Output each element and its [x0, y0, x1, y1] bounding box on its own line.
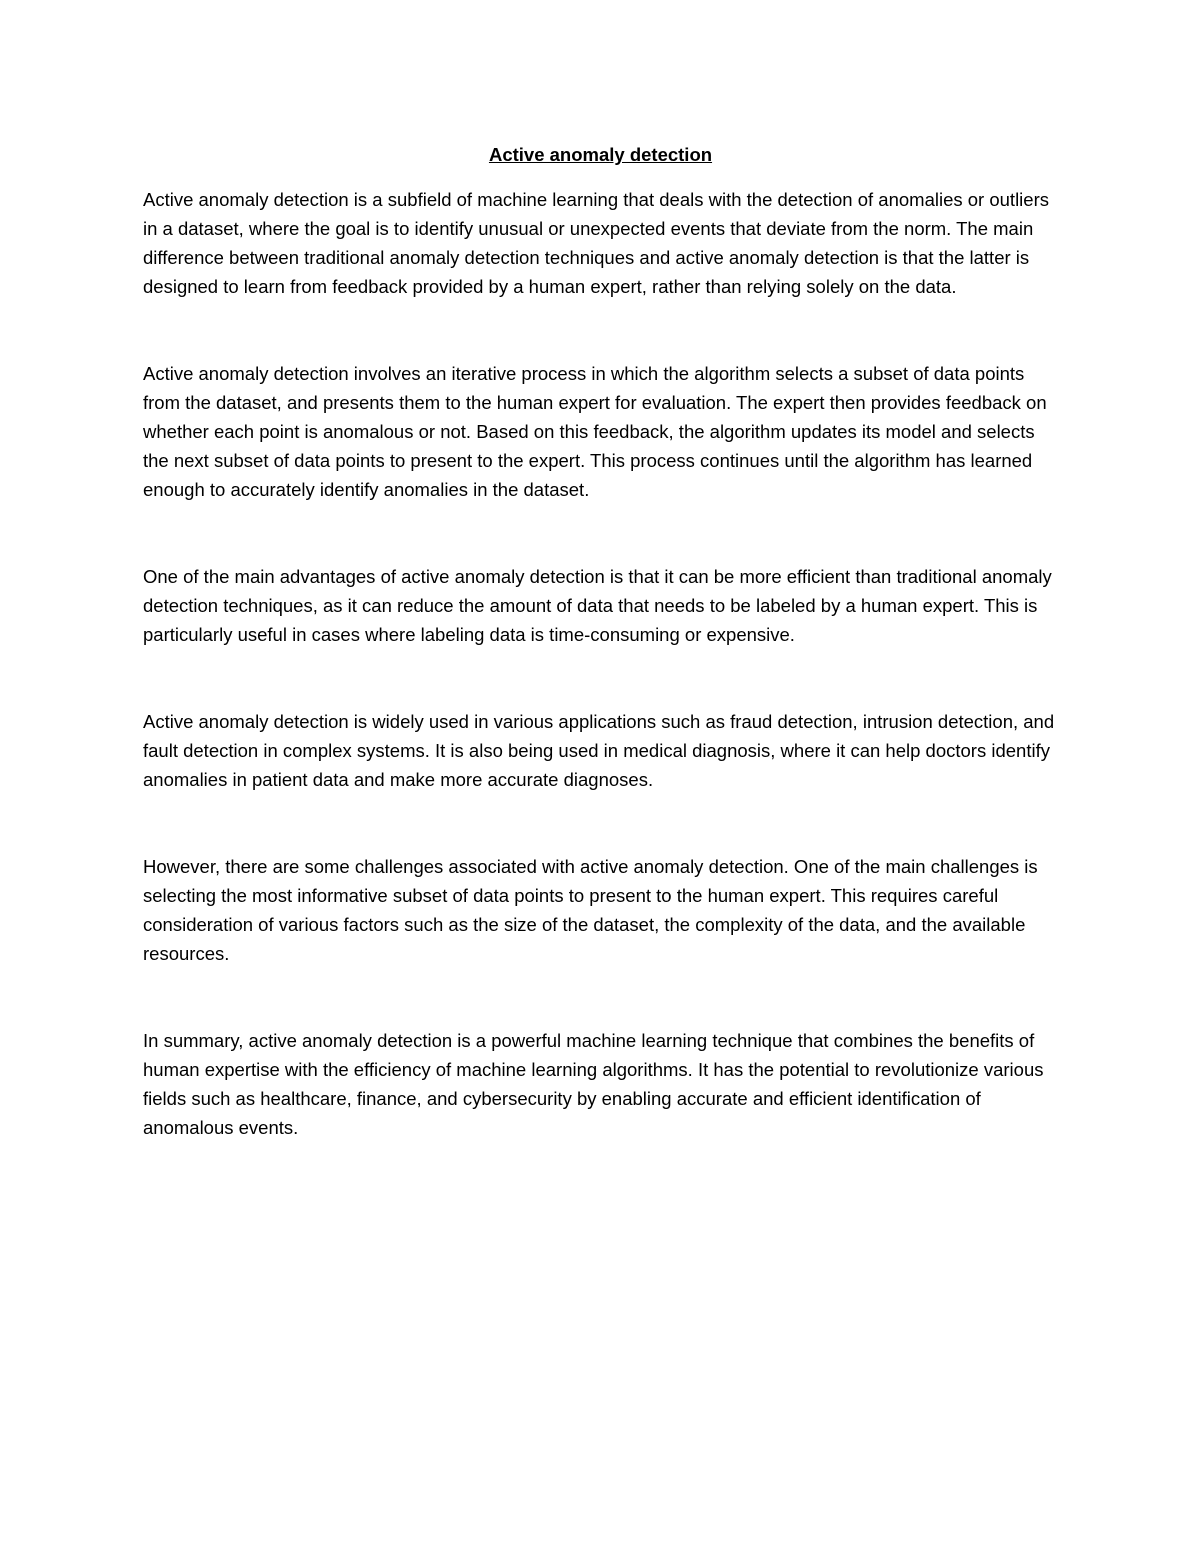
paragraph-6: In summary, active anomaly detection is a powerful machine learning technique that combines the benefits of human expertise with the efficiency of machine learning algorithms. It has the potential to revolutionize various fields such as healthcare, finance, and cybersecurity by enabling accurate and efficient identification of anomalous events. [143, 1030, 1044, 1138]
document-body [143, 140, 1058, 1200]
paragraph-4: Active anomaly detection is widely used in various applications such as fraud detection, intrusion detection, and fault detection in complex systems. It is also being used in medical diagnosis, where it can help doctors identify anomalies in patient data and make more accurate diagnoses. [143, 711, 1055, 790]
document-title: Active anomaly detection [488, 144, 713, 165]
paragraph-5: However, there are some challenges associated with active anomaly detection. One of the main challenges is selecting the most informative subset of data points to present to the human expert. This requires careful consideration of various factors such as the size of the dataset, the complexity of the data, and the available resources. [143, 856, 1038, 964]
paragraph-2: Active anomaly detection involves an iterative process in which the algorithm selects a subset of data points from the dataset, and presents them to the human expert for evaluation. The expert then provides feedback on whether each point is anomalous or not. Based on this feedback, the algorithm updates its model and selects the next subset of data points to present to the expert. This process continues until the algorithm has learned enough to accurately identify anomalies in the dataset. [143, 363, 1047, 500]
paragraph-1: Active anomaly detection is a subfield of machine learning that deals with the detection of anomalies or outliers in a dataset, where the goal is to identify unusual or unexpected events that deviate from the norm. The main difference between traditional anomaly detection techniques and active anomaly detection is that the latter is designed to learn from feedback provided by a human expert, rather than relying solely on the data. [143, 189, 1049, 297]
paragraph-3: One of the main advantages of active anomaly detection is that it can be more efficient than traditional anomaly detection techniques, as it can reduce the amount of data that needs to be labeled by a human expert. This is particularly useful in cases where labeling data is time-consuming or expensive. [143, 566, 1052, 645]
